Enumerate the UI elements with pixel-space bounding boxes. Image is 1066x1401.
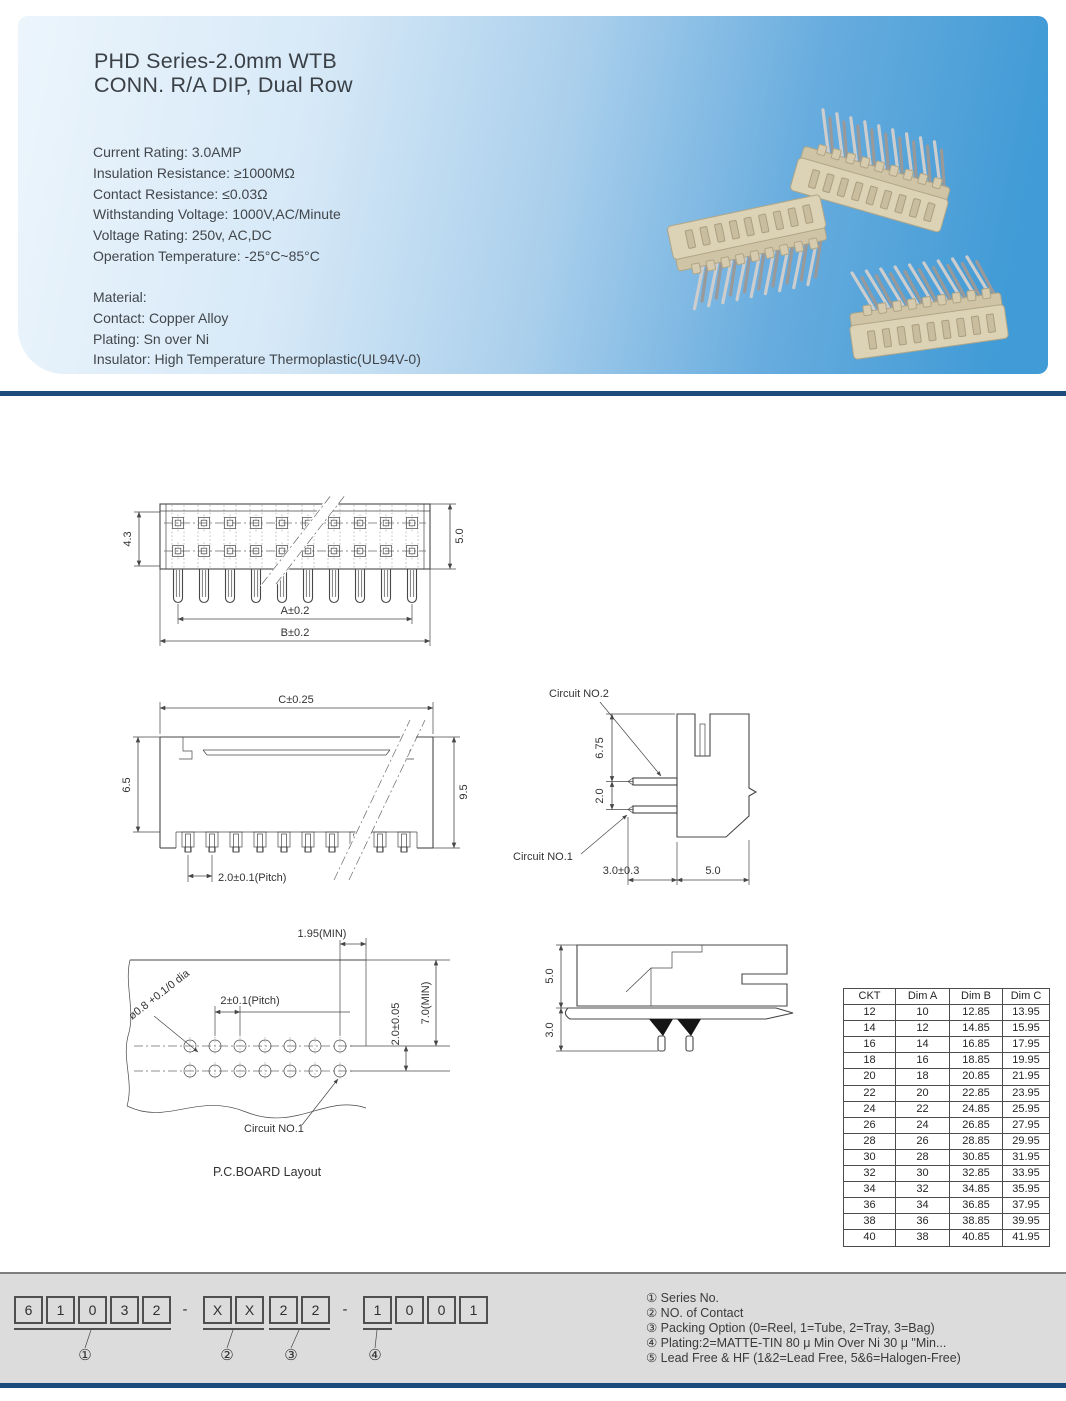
table-row [844, 1037, 1050, 1053]
dimension-table [843, 988, 1050, 1247]
table-cell: 14.85 [950, 1021, 1003, 1037]
part-number-box: 6 [14, 1296, 43, 1324]
table-cell: 22 [844, 1085, 896, 1101]
front-view-drawing [108, 692, 488, 890]
dim-label: 2±0.1(Pitch) [220, 995, 280, 1007]
table-cell: 38.85 [950, 1214, 1003, 1230]
table-cell: 18 [896, 1069, 950, 1085]
dim-label: 5.0 [705, 865, 721, 877]
legend-item: ① Series No. [646, 1291, 720, 1305]
dim-label: 2.0 [594, 788, 606, 804]
table-row [844, 1198, 1050, 1214]
table-cell: 25.95 [1003, 1101, 1050, 1117]
table-row [844, 1214, 1050, 1230]
material-line: Material: [93, 289, 147, 305]
part-number-box: 0 [395, 1296, 424, 1324]
table-cell: 24.85 [950, 1101, 1003, 1117]
circuit-no2-label: Circuit NO.2 [549, 688, 609, 700]
table-row [844, 1069, 1050, 1085]
table-row [844, 1166, 1050, 1182]
table-cell: 20 [844, 1069, 896, 1085]
part-number-box: 0 [427, 1296, 456, 1324]
part-number-strip [0, 1272, 1066, 1388]
table-cell: 30.85 [950, 1149, 1003, 1165]
table-cell: 18.85 [950, 1053, 1003, 1069]
part-number-box: X [235, 1296, 264, 1324]
material-line: Contact: Copper Alloy [93, 309, 229, 326]
hole-dia-label: ø0.8 +0.1/0 dia [126, 967, 192, 1023]
part-number-box: 2 [142, 1296, 171, 1324]
table-cell: 21.95 [1003, 1069, 1050, 1085]
table-cell: 32 [844, 1166, 896, 1182]
table-cell: 40.85 [950, 1230, 1003, 1246]
part-number-box: 2 [269, 1296, 298, 1324]
table-cell: 36 [844, 1198, 896, 1214]
part-number-box: 1 [459, 1296, 488, 1324]
material-list [93, 287, 421, 370]
profile-view-drawing [546, 930, 810, 1062]
dim-label: 4.3 [122, 531, 134, 547]
table-cell: 34.85 [950, 1182, 1003, 1198]
table-cell: 20 [896, 1085, 950, 1101]
table-cell: 32 [896, 1182, 950, 1198]
title-line2: CONN. R/A DIP, Dual Row [94, 73, 353, 97]
spec-line: Operation Temperature: -25°C~85°C [93, 247, 320, 264]
table-cell: 10 [896, 1005, 950, 1021]
legend-item: ⑤ Lead Free & HF (1&2=Lead Free, 5&6=Halogen-Free) [646, 1351, 961, 1365]
spec-line: Contact Resistance: ≤0.03Ω [93, 185, 268, 202]
column-header: Dim C [1003, 989, 1050, 1005]
table-cell: 17.95 [1003, 1037, 1050, 1053]
table-cell: 35.95 [1003, 1182, 1050, 1198]
table-cell: 38 [896, 1230, 950, 1246]
legend-item: ④ Plating:2=MATTE-TIN 80 μ Min Over Ni 30 μ "Min... [646, 1336, 947, 1350]
table-cell: 40 [844, 1230, 896, 1246]
table-row [844, 1182, 1050, 1198]
table-cell: 14 [844, 1021, 896, 1037]
ordering-legend [646, 1291, 961, 1366]
dim-label: 6.5 [121, 777, 133, 793]
legend-item: ② NO. of Contact [646, 1306, 744, 1320]
table-cell: 18 [844, 1053, 896, 1069]
table-cell: 26 [896, 1133, 950, 1149]
side-view-drawing [503, 682, 795, 900]
pcb-layout-drawing [118, 924, 463, 1186]
table-cell: 20.85 [950, 1069, 1003, 1085]
column-header: Dim B [950, 989, 1003, 1005]
group-label: ① [78, 1347, 92, 1364]
page-title [94, 49, 353, 97]
table-cell: 29.95 [1003, 1133, 1050, 1149]
table-row [844, 1133, 1050, 1149]
table-cell: 23.95 [1003, 1085, 1050, 1101]
table-cell: 34 [896, 1198, 950, 1214]
column-header: Dim A [896, 989, 950, 1005]
table-cell: 12 [844, 1005, 896, 1021]
material-line: Insulator: High Temperature Thermoplastic(UL94V-0) [93, 351, 421, 368]
table-cell: 24 [844, 1101, 896, 1117]
table-cell: 16.85 [950, 1037, 1003, 1053]
group-label: ④ [368, 1347, 382, 1364]
header-card [18, 16, 1048, 374]
table-row [844, 1005, 1050, 1021]
table-row [844, 1117, 1050, 1133]
table-cell: 28 [896, 1149, 950, 1165]
table-cell: 16 [896, 1053, 950, 1069]
table-cell: 28.85 [950, 1133, 1003, 1149]
table-cell: 31.95 [1003, 1149, 1050, 1165]
dim-label: 7.0(MIN) [420, 981, 432, 1025]
table-cell: 24 [896, 1117, 950, 1133]
table-cell: 27.95 [1003, 1117, 1050, 1133]
dim-label: A±0.2 [280, 605, 310, 617]
group-label: ③ [284, 1347, 298, 1364]
material-line: Plating: Sn over Ni [93, 330, 209, 347]
table-cell: 13.95 [1003, 1005, 1050, 1021]
table-header-row [844, 989, 1050, 1005]
table-row [844, 1149, 1050, 1165]
table-cell: 22 [896, 1101, 950, 1117]
table-cell: 41.95 [1003, 1230, 1050, 1246]
table-cell: 30 [844, 1149, 896, 1165]
part-number-dash: - [182, 1301, 188, 1318]
circuit-no1-label: Circuit NO.1 [513, 851, 573, 863]
dim-label: 5.0 [454, 528, 466, 544]
spec-line: Withstanding Voltage: 1000V,AC/Minute [93, 206, 341, 223]
dim-label: C±0.25 [278, 694, 314, 706]
part-number-box: 3 [110, 1296, 139, 1324]
dim-label: 3.0 [544, 1022, 556, 1038]
column-header: CKT [844, 989, 896, 1005]
title-line1: PHD Series-2.0mm WTB [94, 49, 337, 73]
dim-label: 6.75 [594, 737, 606, 759]
dim-label: 9.5 [458, 784, 470, 800]
spec-line: Current Rating: 3.0AMP [93, 144, 242, 160]
table-cell: 26 [844, 1117, 896, 1133]
part-number-box: 1 [46, 1296, 75, 1324]
table-cell: 38 [844, 1214, 896, 1230]
table-cell: 37.95 [1003, 1198, 1050, 1214]
table-row [844, 1053, 1050, 1069]
table-cell: 36 [896, 1214, 950, 1230]
top-view-drawing [110, 494, 475, 656]
table-cell: 12 [896, 1021, 950, 1037]
circuit-no1-label: Circuit NO.1 [244, 1123, 304, 1135]
dim-label: 3.0±0.3 [602, 865, 640, 877]
part-number-box: 0 [78, 1296, 107, 1324]
product-photo-connectors [563, 34, 1063, 374]
table-cell: 39.95 [1003, 1214, 1050, 1230]
table-cell: 36.85 [950, 1198, 1003, 1214]
table-row [844, 1085, 1050, 1101]
table-cell: 16 [844, 1037, 896, 1053]
table-cell: 22.85 [950, 1085, 1003, 1101]
spec-line: Insulation Resistance: ≥1000MΩ [93, 164, 295, 181]
group-label: ② [220, 1347, 234, 1364]
table-cell: 14 [896, 1037, 950, 1053]
dim-label: B±0.2 [280, 627, 310, 639]
table-cell: 28 [844, 1133, 896, 1149]
table-cell: 26.85 [950, 1117, 1003, 1133]
part-number-dash: - [342, 1301, 348, 1318]
dim-label: 2.0±0.1(Pitch) [218, 872, 287, 884]
table-cell: 12.85 [950, 1005, 1003, 1021]
legend-item: ③ Packing Option (0=Reel, 1=Tube, 2=Tray, 3=Bag) [646, 1321, 935, 1335]
table-row [844, 1101, 1050, 1117]
part-number-box: 1 [363, 1296, 392, 1324]
table-cell: 15.95 [1003, 1021, 1050, 1037]
table-cell: 30 [896, 1166, 950, 1182]
dim-label: 5.0 [544, 968, 556, 984]
part-number-box: X [203, 1296, 232, 1324]
dim-label: 1.95(MIN) [297, 928, 347, 940]
table-row [844, 1021, 1050, 1037]
pcb-layout-caption: P.C.BOARD Layout [213, 1165, 322, 1179]
table-cell: 19.95 [1003, 1053, 1050, 1069]
table-row [844, 1230, 1050, 1246]
section-divider [0, 391, 1066, 396]
table-cell: 33.95 [1003, 1166, 1050, 1182]
spec-line: Voltage Rating: 250v, AC,DC [93, 227, 272, 244]
dim-label: 2.0±0.05 [390, 1002, 402, 1046]
table-cell: 34 [844, 1182, 896, 1198]
spec-list [93, 142, 341, 267]
table-cell: 32.85 [950, 1166, 1003, 1182]
part-number-box: 2 [301, 1296, 330, 1324]
